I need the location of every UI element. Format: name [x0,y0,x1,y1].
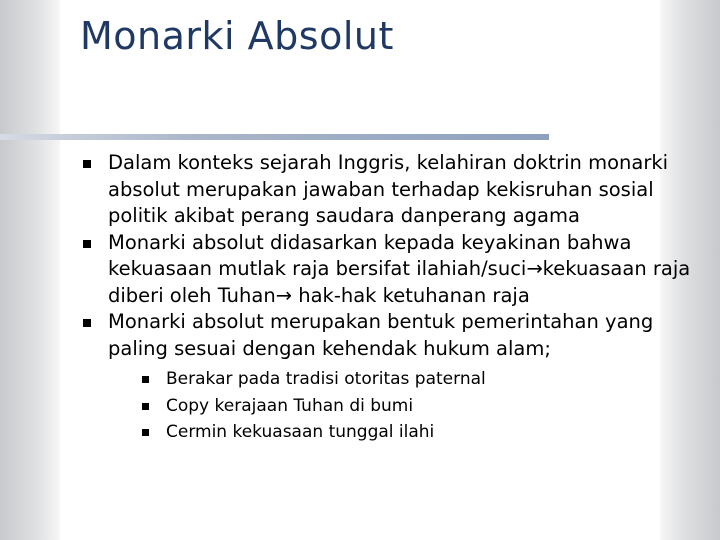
square-bullet-icon [83,240,91,248]
slide-body [80,150,710,446]
bullet-item [80,230,710,310]
square-bullet-icon [142,376,149,383]
sub-bullet-text: Cermin kekuasaan tunggal ilahi [166,422,435,442]
sub-bullet-text: Copy kerajaan Tuhan di bumi [166,395,414,416]
square-bullet-icon [142,403,149,410]
sub-bullet-item [108,393,710,420]
sub-bullet-text: Berakar pada tradisi otoritas paternal [166,369,486,389]
sub-bullet-item [108,419,710,446]
background-gradient-left [0,0,60,540]
bullet-text: Monarki absolut didasarkan kepada keyakinan bahwa kekuasaan mutlak raja bersifat ilahiah/suci→kekuasaan raja diberi oleh Tuhan→ hak-hak ketuhanan raja [108,230,691,307]
sub-bullet-item [108,366,710,393]
sub-bullet-list [108,362,710,446]
square-bullet-icon [83,160,91,168]
slide-title: Monarki Absolut [80,14,394,58]
title-divider [0,134,549,140]
square-bullet-icon [142,429,149,436]
bullet-item [80,150,710,230]
bullet-item [80,309,710,446]
square-bullet-icon [83,319,91,327]
bullet-text: Dalam konteks sejarah Inggris, kelahiran doktrin monarki absolut merupakan jawaban terhadap kekisruhan sosial politik akibat perang saudara danperang agama [108,151,669,227]
bullet-list [80,150,710,446]
bullet-text: Monarki absolut merupakan bentuk pemerintahan yang paling sesuai dengan kehendak hukum alam; [108,310,654,360]
